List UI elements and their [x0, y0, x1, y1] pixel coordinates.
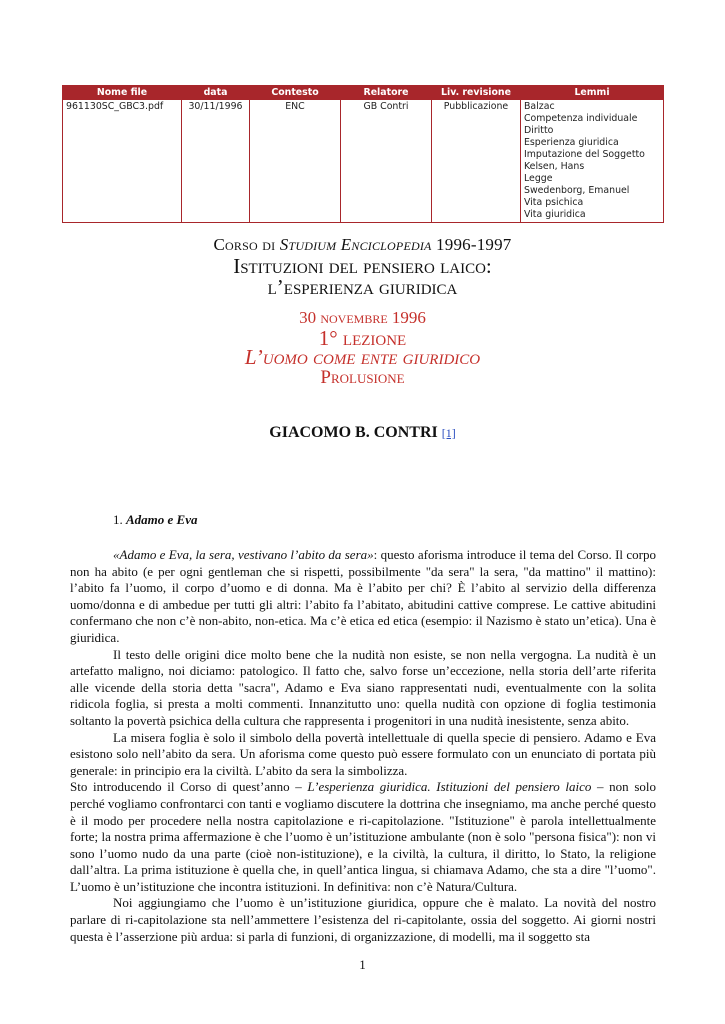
page-number: 1 [359, 957, 366, 972]
lesson-subtitle: Prolusione [320, 367, 405, 388]
lemma-item: Vita giuridica [524, 209, 586, 220]
header-data: data [182, 86, 250, 100]
lemma-item: Imputazione del Soggetto [524, 149, 645, 160]
paragraph-text: – non solo perché vogliamo confrontarci con tanti e vogliamo discutere la dottrina che insegniamo, ma anche perché questo è il modo per procedere nella nostra capitolazione e ri-capitolazione. "Istituzione" è parola intellettualmente forte; la nostra prima affermazione è che l’uomo è un’istituzione ambulante (non è solo "persona fisica"): non vi sono l’uomo nudo da una parte (cioè non-istituzione), e la civiltà, la cultura, il diritto, lo Stato, la religione dall’altra. La prima istituzione è quella che, in quell’antica lingua, si chiamava Adamo, che sta a dire "l’uomo". L’uomo è un’istituzione che incontra istituzioni. In definitiva: non c’è Natura/Cultura. [70, 779, 656, 894]
header-lemmi: Lemmi [521, 86, 664, 100]
lesson-title: L’uomo come ente giuridico [244, 345, 481, 369]
header-contesto: Contesto [250, 86, 341, 100]
lemma-item: Diritto [524, 125, 554, 136]
section-heading [113, 512, 198, 528]
title-line-2: l’esperienza giuridica [267, 275, 458, 299]
course-name: Studium Enciclopedia [279, 235, 432, 254]
body-text [70, 547, 656, 945]
cell-lemmi [521, 100, 664, 223]
header-nome-file: Nome file [63, 86, 182, 100]
lemma-item: Vita psichica [524, 197, 584, 208]
course-prefix: Corso di [213, 235, 280, 254]
lemma-item: Balzac [524, 101, 555, 112]
lesson-number: 1° lezione [318, 326, 407, 350]
course-heading [0, 235, 725, 255]
author-name: GIACOMO B. CONTRI [269, 424, 438, 441]
header-liv-revisione: Liv. revisione [432, 86, 521, 100]
course-italic-title: L’esperienza giuridica. Istituzioni del pensiero laico [307, 779, 592, 795]
cell-speaker: GB Contri [341, 100, 432, 223]
cell-revision: Pubblicazione [432, 100, 521, 223]
course-years: 1996-1997 [431, 235, 512, 254]
lemma-item: Kelsen, Hans [524, 161, 585, 172]
table-row [63, 100, 664, 223]
paragraph-text: : questo aforisma introduce il tema del Corso. Il corpo non ha abito (e per ogni gentleman che si rispetti, possibilmente "da sera" la sera, "da mattino" il mattino): l’abito fa l’uomo, il corpo d’uomo e di donna. Ma è l’abito per chi? È l’abito al servizio della differenza uomo/donna e di ambedue per tutti gli altri: l’abito fa l’abitato, abitudini cattive comprese. Le cattive abitudini confermano che non c’è non-abito, non-etica. Ma c’è etica ed etica (esempio: il Nazismo è stato un’etica). Una è giuridica. [70, 547, 656, 645]
header-relatore: Relatore [341, 86, 432, 100]
paragraph [70, 547, 656, 647]
cell-date: 30/11/1996 [182, 100, 250, 223]
section-number: 1. [113, 512, 126, 527]
cell-file-name: 961130SC_GBC3.pdf [63, 100, 182, 223]
lemma-item: Swedenborg, Emanuel [524, 185, 630, 196]
paragraph-text: Sto introducendo il Corso di quest’anno – [70, 779, 308, 795]
lemma-item: Esperienza giuridica [524, 137, 619, 148]
footnote-link[interactable]: [1] [441, 426, 456, 440]
paragraph: La misera foglia è solo il simbolo della povertà intellettuale di quella specie di pensiero. Adamo e Eva esistono solo nell’abito da sera. Un aforisma come questo può essere formulato con un enunciato di portata più generale: in principio era la civiltà. L’abito da sera la simbolizza. [70, 729, 656, 778]
author-line [0, 424, 725, 442]
opening-quote: «Adamo e Eva, la sera, vestivano l’abito da sera» [113, 547, 374, 562]
paragraph: Il testo delle origini dice molto bene che la nudità non esiste, se non nella vergogna. La nudità è un artefatto maligno, noi diciamo: patologico. Il fatto che, salvo forse un’eccezione, nella storia dell’arte riferita alle vicende della storia detta "sacra", Adamo e Eva siano rappresentati nudi, eventualmente con la solita ridicola foglia, si presta a molti commenti. Innanzitutto uno: quella nudità con opzione di foglia testimonia soltanto la povertà psichica della cultura che rappresenta i progenitori in una nudità inesistente, senza abito. [70, 646, 656, 728]
metadata-header-row [63, 86, 664, 100]
paragraph [70, 779, 656, 895]
lemma-item: Competenza individuale [524, 113, 638, 124]
metadata-table [62, 85, 664, 223]
lesson-date: 30 novembre 1996 [299, 308, 426, 327]
paragraph: Noi aggiungiamo che l’uomo è un’istituzione giuridica, oppure che è malato. La novità del nostro parlare di ri-capitolazione sta nell’ammettere l’esistenza del ri-capitolante, ossia del soggetto. Ai giorni nostri questa è l’asserzione più ardua: si parla di funzioni, di organizzazione, di modelli, ma il soggetto sta [70, 895, 656, 944]
lemma-item: Legge [524, 173, 553, 184]
title-line-1: Istituzioni del pensiero laico: [233, 254, 492, 278]
cell-context: ENC [250, 100, 341, 223]
section-title: Adamo e Eva [126, 512, 198, 527]
